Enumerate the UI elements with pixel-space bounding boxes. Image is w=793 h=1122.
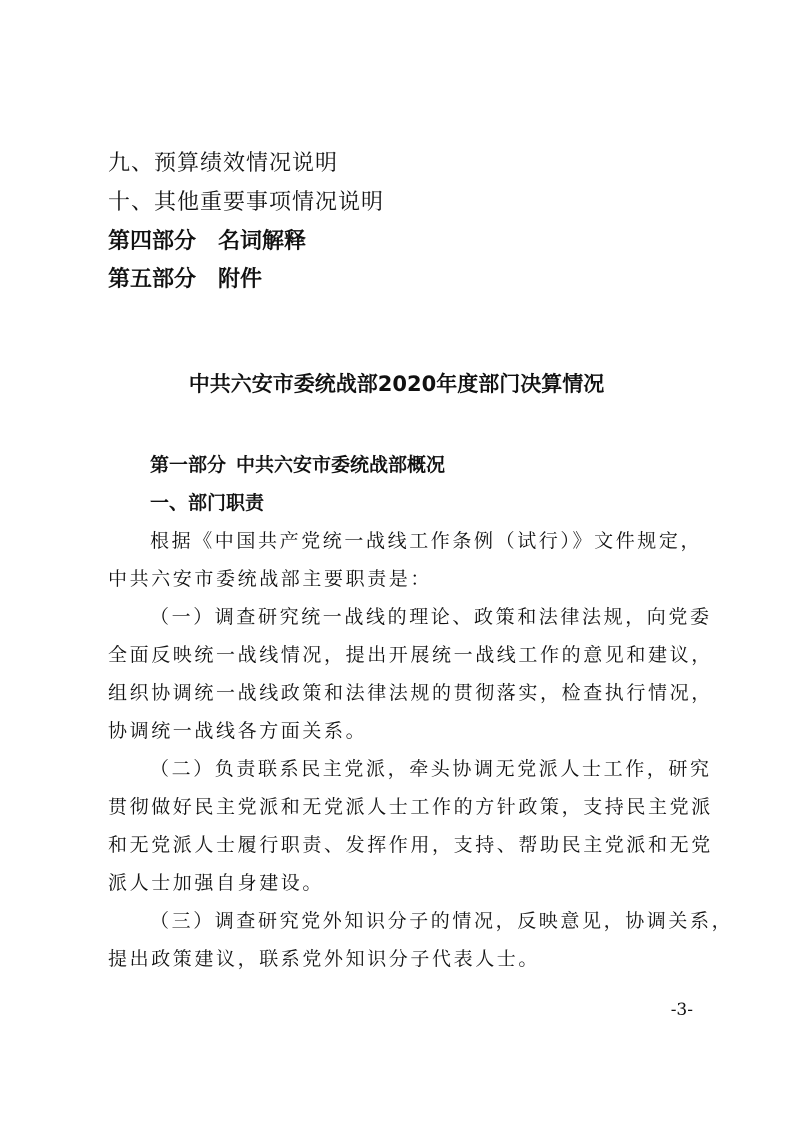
toc-part-5: [108, 262, 262, 293]
body-line: 派人士加强自身建设。: [108, 872, 325, 894]
body-line: 贯彻做好民主党派和无党派人士工作的方针政策，支持民主党派: [108, 796, 713, 818]
part-1-heading: [150, 450, 445, 477]
toc-part-4-title: 名词解释: [218, 229, 307, 254]
page-number: -3-: [670, 1000, 693, 1020]
body-line: 全面反映统一战线情况，提出开展统一战线工作的意见和建议，: [108, 644, 713, 666]
body-line: 中共六安市委统战部主要职责是：: [108, 568, 433, 590]
body-line: （二）负责联系民主党派，牵头协调无党派人士工作，研究: [150, 758, 712, 780]
section-1-heading: 一、部门职责: [150, 492, 265, 514]
toc-part-5-title: 附件: [218, 267, 263, 292]
body-line: 提出政策建议，联系党外知识分子代表人士。: [108, 948, 541, 970]
body-line: 协调统一战线各方面关系。: [108, 720, 368, 742]
toc-part-5-number: 第五部分: [108, 267, 197, 292]
body-line: （三）调查研究党外知识分子的情况，反映意见，协调关系，: [150, 910, 734, 932]
toc-item-9: 九、预算绩效情况说明: [108, 151, 339, 176]
toc-part-4-number: 第四部分: [108, 229, 197, 254]
toc-item-10: 十、其他重要事项情况说明: [108, 190, 385, 215]
body-line: 根据《中国共产党统一战线工作条例（试行）》文件规定，: [150, 530, 703, 552]
body-line: 组织协调统一战线政策和法律法规的贯彻落实，检查执行情况，: [108, 682, 713, 704]
body-line: 和无党派人士履行职责、发挥作用，支持、帮助民主党派和无党: [108, 834, 713, 856]
part-1-number: 第一部分: [150, 454, 227, 476]
body-line: （一）调查研究统一战线的理论、政策和法律法规，向党委: [150, 606, 712, 628]
part-1-title: 中共六安市委统战部概况: [236, 454, 446, 476]
toc-part-4: [108, 224, 306, 255]
document-title: 中共六安市委统战部2020年度部门决算情况: [188, 372, 605, 396]
